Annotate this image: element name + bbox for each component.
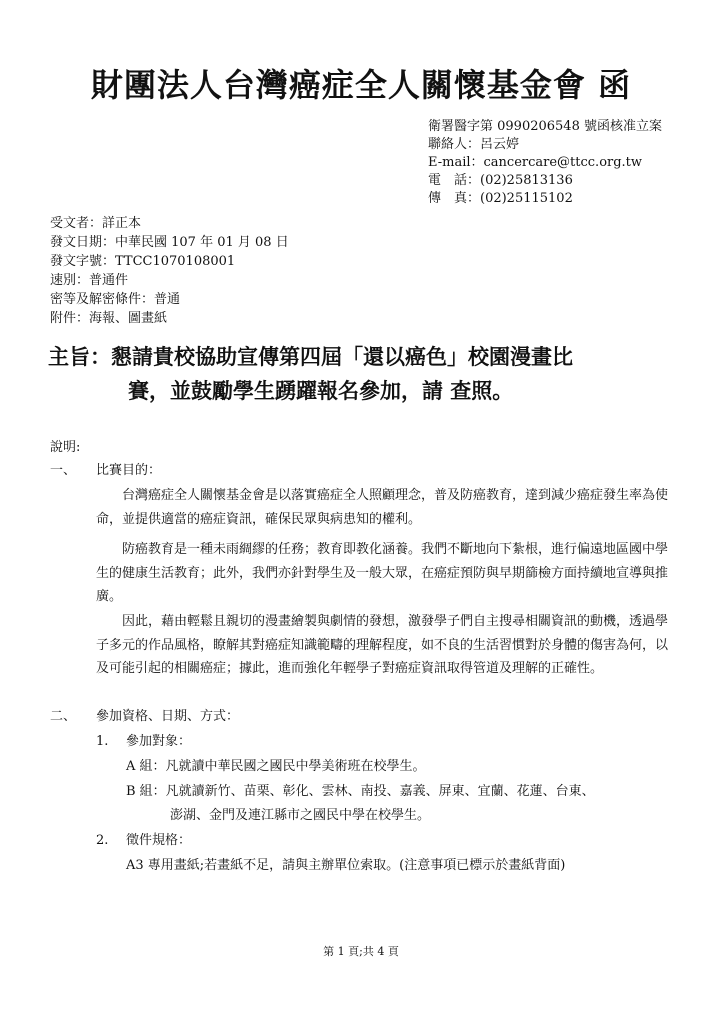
security-level: 密等及解密條件：普通 <box>50 292 181 307</box>
subject-line-1: 主旨：懇請貴校協助宣傳第四屆「還以癌色」校園漫畫比 <box>48 344 573 369</box>
recipient: 受文者：詳正本 <box>50 216 142 231</box>
paragraph-purpose-2: 防癌教育是一種未雨綢繆的任務；教育即教化涵養。我們不斷地向下紮根，進行偏遠地區國中學生的健康生活教育；此外，我們亦針對學生及一般大眾，在癌症預防與早期篩檢方面持續地宣導與推廣。 <box>96 542 669 604</box>
contact-block <box>428 118 662 208</box>
contact-phone: 電 話：(02)25813136 <box>428 173 573 188</box>
contact-email: E-mail：cancercare@ttcc.org.tw <box>428 155 643 170</box>
section-1-title: 比賽目的： <box>96 463 162 478</box>
group-a: A 組：凡就讀中華民國之國民中學美術班在校學生。 <box>126 759 426 774</box>
attachments: 附件：海報、圖畫紙 <box>50 311 168 326</box>
paragraph-purpose-3: 因此，藉由輕鬆且親切的漫畫繪製與劇情的發想，激發學子們自主搜尋相關資訊的動機，透過學子多元的作品風格，瞭解其對癌症知識範疇的理解程度，如不良的生活習慣對於身體的傷害為何，以及可能引起的相關癌症；據此，進而強化年輕學子對癌症資訊取得管道及理解的正確性。 <box>96 614 669 676</box>
section-2-title: 參加資格、日期、方式： <box>96 709 240 724</box>
contact-fax: 傳 真：(02)25115102 <box>428 191 573 206</box>
section-2-number: 二、 <box>50 709 77 724</box>
delivery-speed: 速別：普通件 <box>50 273 129 288</box>
paper-spec: A3 專用畫紙;若畫紙不足，請與主辦單位索取。(注意事項已標示於畫紙背面) <box>126 858 566 873</box>
item-2-number: 2. <box>96 833 109 848</box>
item-1-number: 1. <box>96 734 109 749</box>
approval-number: 衛署醫字第 0990206548 號函核准立案 <box>428 119 662 134</box>
group-b-line-2: 澎湖、金門及連江縣市之國民中學在校學生。 <box>170 808 431 823</box>
subject-line-2: 賽，並鼓勵學生踴躍報名參加，請 查照。 <box>128 378 514 403</box>
document-title: 財團法人台灣癌症全人關懷基金會 函 <box>90 66 632 104</box>
group-b-line-1: B 組：凡就讀新竹、苗栗、彰化、雲林、南投、嘉義、屏東、宜蘭、花蓮、台東、 <box>126 784 595 799</box>
subject <box>48 340 573 408</box>
document-number: 發文字號：TTCC1070108001 <box>50 254 236 269</box>
page-number: 第 1 頁;共 4 頁 <box>323 945 399 958</box>
section-1-number: 一、 <box>50 463 77 478</box>
paragraph-purpose-1: 台灣癌症全人關懷基金會是以落實癌症全人照顧理念，普及防癌教育，達到減少癌症發生率為使命，並提供適當的癌症資訊，確保民眾與病患知的權利。 <box>96 488 669 527</box>
document-meta <box>50 214 289 328</box>
explanation-label: 說明: <box>50 440 81 455</box>
item-1-title: 參加對象： <box>126 734 192 749</box>
issue-date: 發文日期：中華民國 107 年 01 月 08 日 <box>50 235 289 250</box>
item-2-title: 徵件規格： <box>126 833 192 848</box>
contact-person: 聯絡人：呂云婷 <box>428 137 520 152</box>
